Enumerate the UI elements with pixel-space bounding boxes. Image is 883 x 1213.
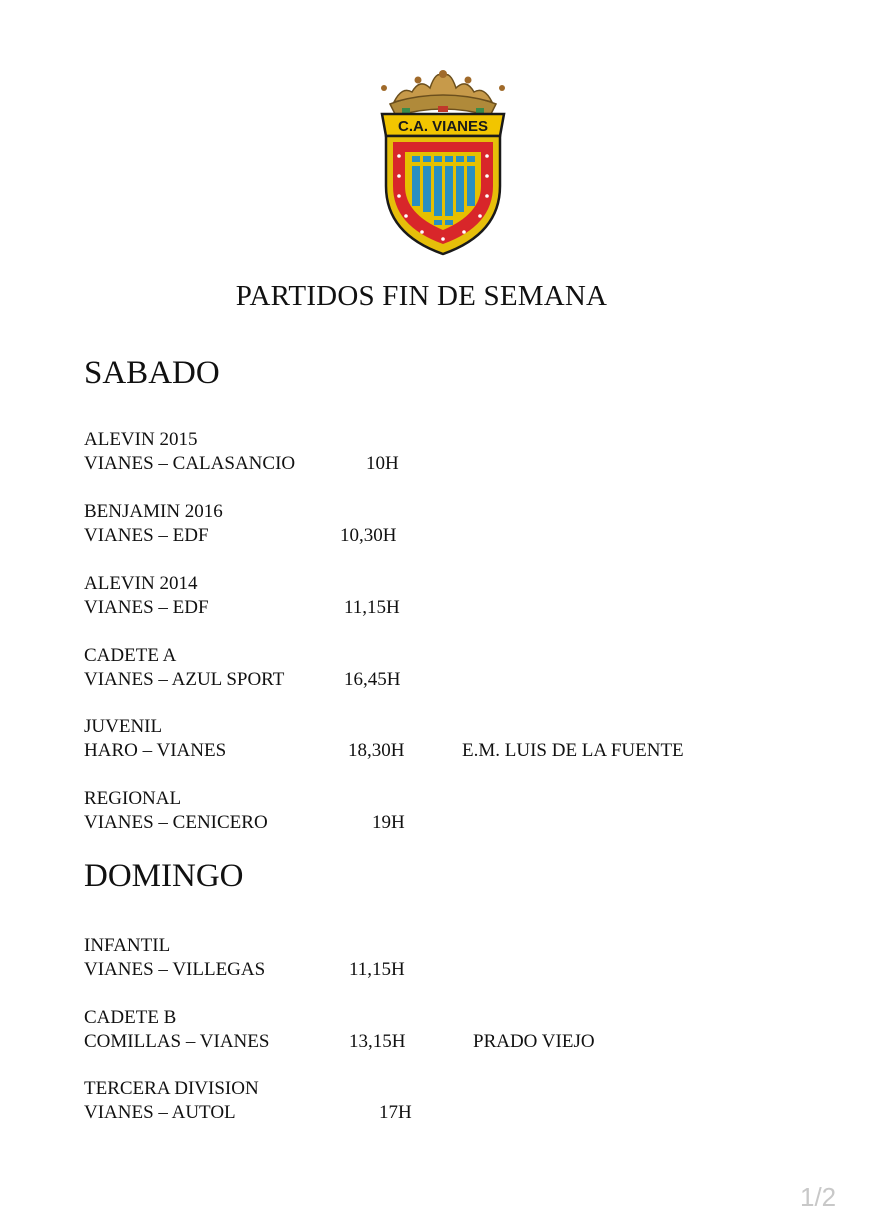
match-teams: VIANES – VILLEGAS [84, 959, 266, 980]
sunday-heading: DOMINGO [84, 858, 244, 894]
match-category: JUVENIL [84, 716, 163, 737]
match-time: 11,15H [344, 597, 400, 618]
match-teams: VIANES – CENICERO [84, 812, 268, 833]
match-teams: VIANES – EDF [84, 525, 209, 546]
club-crest-logo [372, 66, 514, 258]
match-category: INFANTIL [84, 935, 171, 956]
match-category: REGIONAL [84, 788, 182, 809]
crown-icon [381, 70, 505, 116]
match-category: TERCERA DIVISION [84, 1078, 259, 1099]
page-indicator: 1/2 [800, 1182, 837, 1212]
match-time: 18,30H [348, 740, 405, 761]
match-time: 13,15H [349, 1031, 406, 1052]
match-category: BENJAMIN 2016 [84, 501, 223, 522]
match-teams: VIANES – EDF [84, 597, 209, 618]
match-time: 17H [379, 1102, 412, 1123]
match-time: 19H [372, 812, 405, 833]
match-venue: E.M. LUIS DE LA FUENTE [462, 740, 684, 761]
match-time: 10H [366, 453, 399, 474]
match-venue: PRADO VIEJO [473, 1031, 595, 1052]
match-teams: HARO – VIANES [84, 740, 227, 761]
crest-club-name: C.A. VIANES [397, 118, 489, 135]
match-teams: VIANES – AUTOL [84, 1102, 236, 1123]
match-category: ALEVIN 2015 [84, 429, 198, 450]
match-time: 16,45H [344, 669, 401, 690]
match-time: 10,30H [340, 525, 397, 546]
page-title: PARTIDOS FIN DE SEMANA [235, 280, 608, 312]
match-teams: COMILLAS – VIANES [84, 1031, 270, 1052]
match-teams: VIANES – AZUL SPORT [84, 669, 285, 690]
match-category: ALEVIN 2014 [84, 573, 198, 594]
saturday-heading: SABADO [84, 355, 220, 391]
match-category: CADETE B [84, 1007, 177, 1028]
match-teams: VIANES – CALASANCIO [84, 453, 296, 474]
match-time: 11,15H [349, 959, 405, 980]
match-category: CADETE A [84, 645, 177, 666]
